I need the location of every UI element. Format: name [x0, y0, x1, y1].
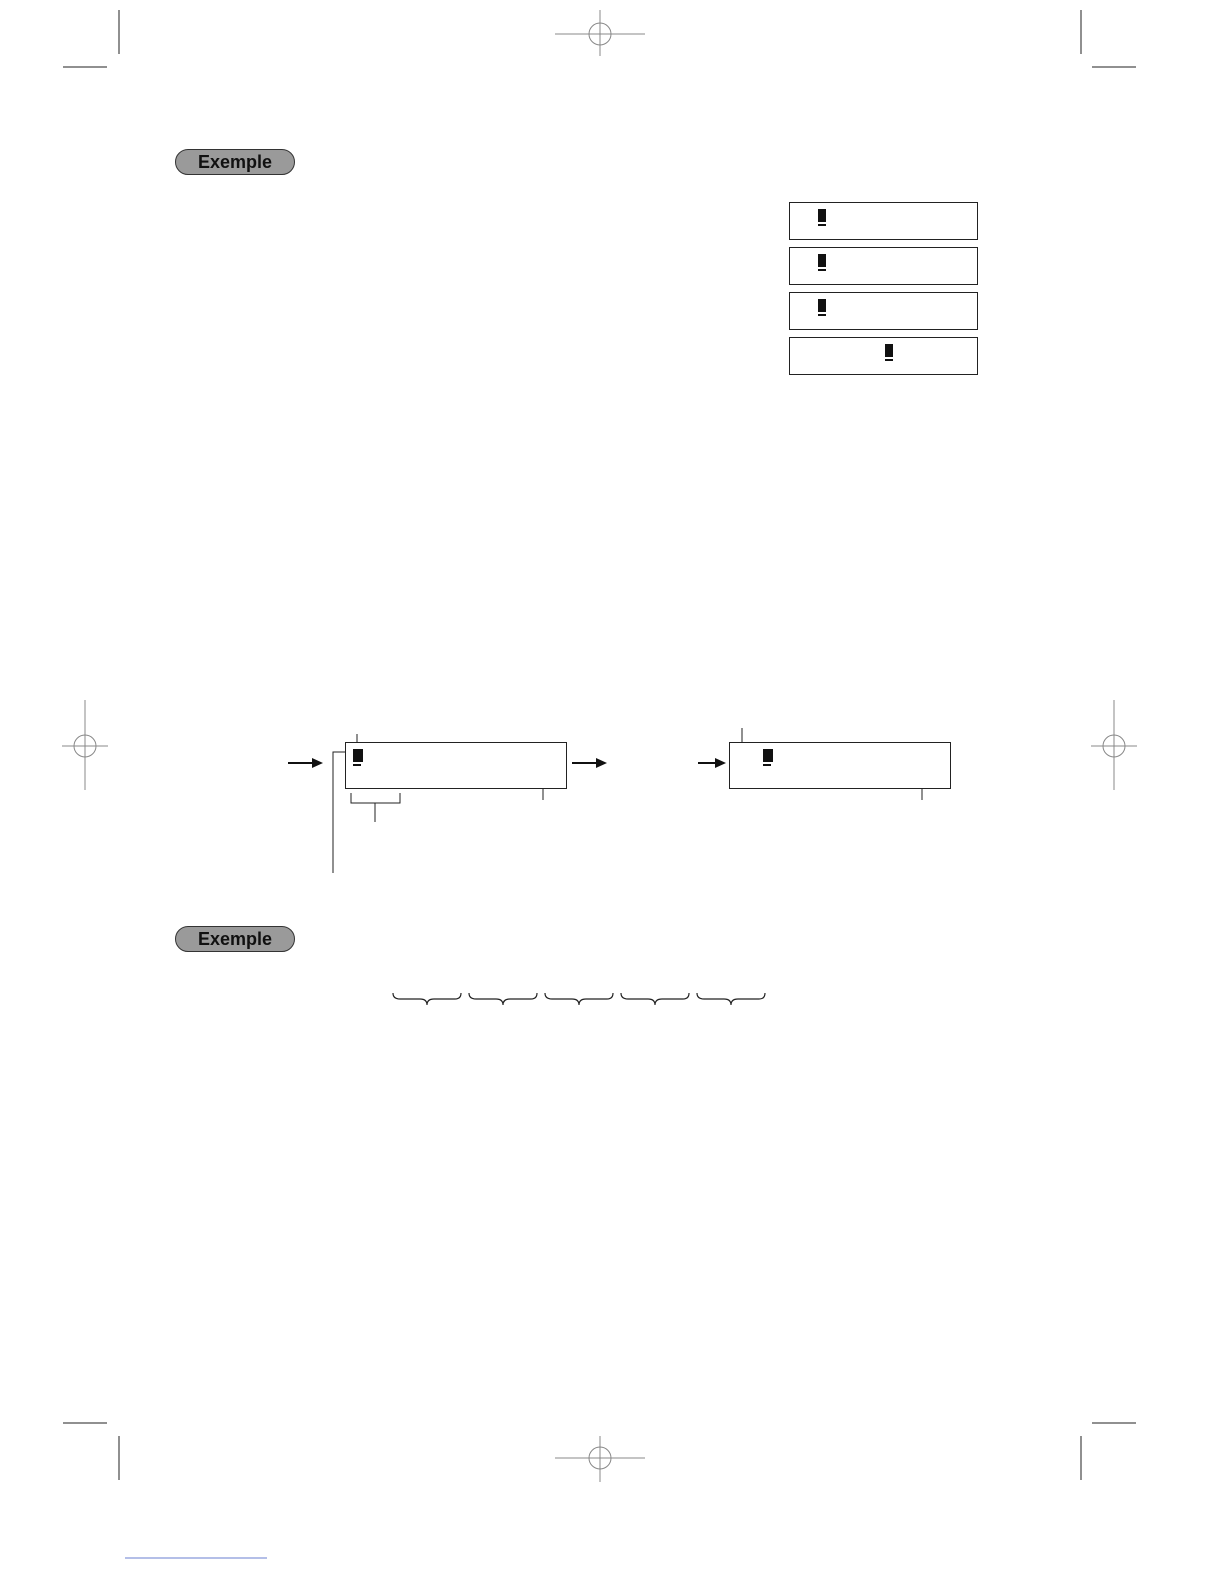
- brace-mark: [697, 993, 765, 1005]
- registration-mark-right: [1091, 700, 1137, 790]
- display-box: [789, 202, 978, 240]
- brace-mark: [545, 993, 613, 1005]
- brace-row: [393, 993, 765, 1005]
- exemple-badge-label: Exemple: [197, 928, 273, 949]
- arrow-right-icon: [288, 758, 323, 768]
- cursor-icon: [818, 299, 826, 312]
- cursor-icon: [763, 749, 773, 762]
- arrow-right-icon: [698, 758, 726, 768]
- brace-mark: [469, 993, 537, 1005]
- exemple-badge: [175, 149, 295, 175]
- display-box: [789, 292, 978, 330]
- bracket-mark: [351, 793, 400, 803]
- cursor-icon: [353, 749, 363, 762]
- registration-mark-bottom: [555, 1436, 645, 1482]
- display-box-left: [345, 742, 567, 789]
- display-box-right: [729, 742, 951, 789]
- brace-mark: [393, 993, 461, 1005]
- cursor-icon: [885, 344, 893, 357]
- registration-mark-top: [555, 10, 645, 56]
- display-box: [789, 247, 978, 285]
- brace-mark: [621, 993, 689, 1005]
- display-box: [789, 337, 978, 375]
- arrow-right-icon: [572, 758, 607, 768]
- cursor-icon: [818, 209, 826, 222]
- cursor-icon: [818, 254, 826, 267]
- exemple-badge-label: Exemple: [197, 151, 273, 172]
- exemple-badge: [175, 926, 295, 952]
- registration-mark-left: [62, 700, 108, 790]
